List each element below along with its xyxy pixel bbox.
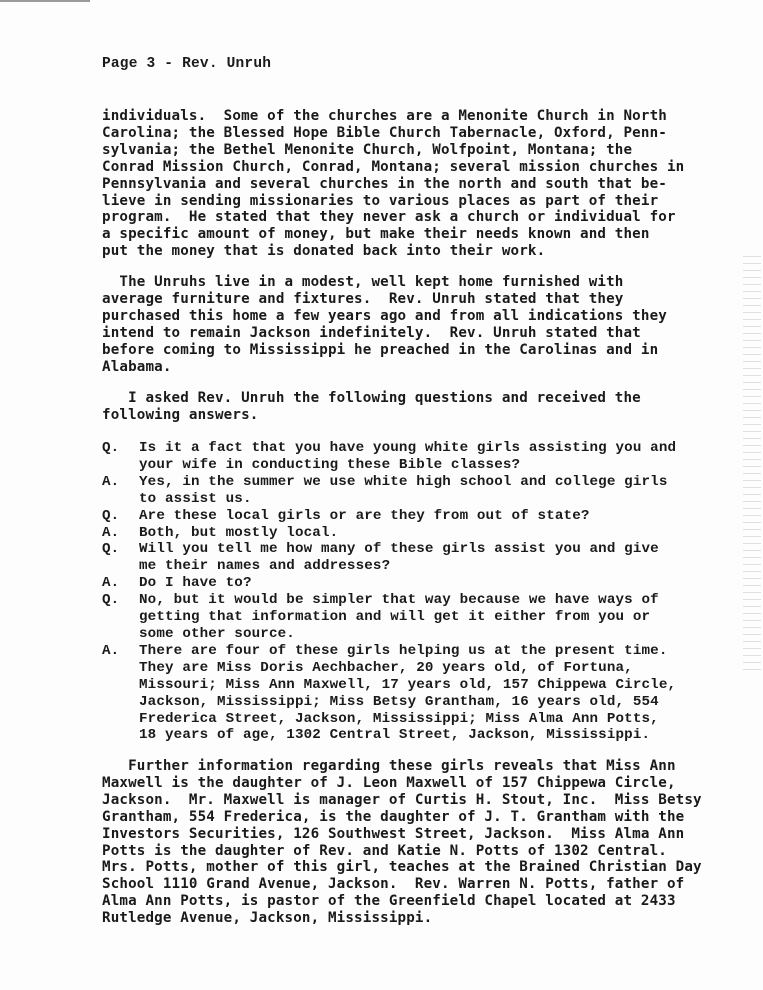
qa-text: Will you tell me how many of these girls assist you and give (139, 541, 659, 558)
qa-text: Yes, in the summer we use white high school and college girls (139, 473, 668, 490)
qa-line (102, 525, 676, 542)
qa-line (102, 457, 676, 474)
qa-line (102, 677, 676, 694)
qa-text: Both, but mostly local. (139, 524, 339, 541)
text-line: purchased this home a few years ago and from all indications they (102, 307, 667, 324)
qa-text: They are Miss Doris Aechbacher, 20 years old, of Fortuna, (139, 659, 633, 676)
text-line: Rutledge Avenue, Jackson, Mississippi. (102, 910, 433, 927)
text-line: following answers. (102, 406, 259, 423)
paragraph-home (102, 274, 667, 375)
qa-text: 18 years of age, 1302 Central Street, Jackson, Mississippi. (139, 727, 651, 744)
qa-line (102, 660, 676, 677)
text-line: put the money that is donated back into their work. (102, 243, 546, 260)
qa-text: Is it a fact that you have young white girls assisting you and (139, 440, 677, 456)
qa-line (102, 474, 676, 491)
text-line: The Unruhs live in a modest, well kept home furnished with (102, 274, 624, 290)
text-line: average furniture and fixtures. Rev. Unruh stated that they (102, 290, 624, 307)
text-line: a specific amount of money, but make their needs known and then (102, 226, 650, 243)
qa-line (102, 626, 676, 643)
text-line: Mrs. Potts, mother of this girl, teaches at the Brained Christian Day (102, 859, 702, 876)
qa-line (102, 558, 676, 575)
qa-text: to assist us. (139, 490, 252, 507)
paragraph-churches (102, 108, 684, 260)
question-marker: Q. (102, 507, 120, 524)
question-answer-list (102, 440, 676, 744)
answer-marker: A. (102, 642, 120, 659)
qa-text: No, but it would be simpler that way because we have ways of (139, 592, 659, 609)
text-line: Alabama. (102, 358, 172, 375)
text-line: Alma Ann Potts, is pastor of the Greenfield Chapel located at 2433 (102, 893, 676, 910)
qa-line (102, 508, 676, 525)
text-line: individuals. Some of the churches are a Menonite Church in North (102, 108, 667, 124)
text-line: I asked Rev. Unruh the following questions and received the (102, 390, 641, 406)
scan-noise-strip (743, 250, 761, 670)
text-line: Further information regarding these girls reveals that Miss Ann (102, 758, 676, 774)
qa-text: Missouri; Miss Ann Maxwell, 17 years old, 157 Chippewa Circle, (139, 676, 677, 693)
text-line: Carolina; the Blessed Hope Bible Church Tabernacle, Oxford, Penn- (102, 124, 667, 141)
answer-marker: A. (102, 524, 120, 541)
qa-text: getting that information and will get it either from you or (139, 609, 651, 626)
text-line: School 1110 Grand Avenue, Jackson. Rev. Warren N. Potts, father of (102, 876, 685, 893)
qa-text: your wife in conducting these Bible classes? (139, 456, 521, 473)
qa-text: There are four of these girls helping us at the present time. (139, 642, 668, 659)
qa-line (102, 643, 676, 660)
qa-line (102, 592, 676, 609)
qa-line (102, 609, 676, 626)
text-line: lieve in sending missionaries to various places as part of their (102, 192, 659, 209)
text-line: Maxwell is the daughter of J. Leon Maxwell of 157 Chippewa Circle, (102, 774, 676, 791)
question-marker: Q. (102, 592, 120, 609)
text-line: before coming to Mississippi he preached in the Carolinas and in (102, 341, 659, 358)
qa-text: Are these local girls or are they from out of state? (139, 507, 590, 524)
qa-line (102, 575, 676, 592)
text-line: Pennsylvania and several churches in the north and south that be- (102, 175, 667, 192)
text-line: Investors Securities, 126 Southwest Street, Jackson. Miss Alma Ann (102, 825, 685, 842)
qa-line (102, 541, 676, 558)
text-line: intend to remain Jackson indefinitely. Rev. Unruh stated that (102, 324, 641, 341)
paragraph-further-information (102, 758, 702, 927)
answer-marker: A. (102, 575, 120, 592)
question-marker: Q. (102, 440, 120, 456)
qa-line (102, 711, 676, 728)
qa-text: Jackson, Mississippi; Miss Betsy Grantham, 16 years old, 554 (139, 693, 659, 710)
qa-text: some other source. (139, 625, 295, 642)
question-marker: Q. (102, 541, 120, 558)
qa-line (102, 694, 676, 711)
page-header: Page 3 - Rev. Unruh (102, 56, 272, 72)
text-line: program. He stated that they never ask a church or individual for (102, 209, 676, 226)
qa-line (102, 440, 676, 457)
qa-line (102, 727, 676, 744)
answer-marker: A. (102, 473, 120, 490)
qa-text: Do I have to? (139, 575, 252, 592)
text-line: Potts is the daughter of Rev. and Katie N. Potts of 1302 Central. (102, 842, 667, 859)
paragraph-questions-intro (102, 390, 641, 424)
text-line: Jackson. Mr. Maxwell is manager of Curtis H. Stout, Inc. Miss Betsy (102, 791, 702, 808)
text-line: sylvania; the Bethel Menonite Church, Wolfpoint, Montana; the (102, 141, 633, 158)
qa-text: Frederica Street, Jackson, Mississippi; Miss Alma Ann Potts, (139, 710, 659, 727)
text-line: Grantham, 554 Frederica, is the daughter of J. T. Grantham with the (102, 808, 685, 825)
scan-edge-mark (0, 0, 90, 2)
qa-text: me their names and addresses? (139, 558, 391, 575)
text-line: Conrad Mission Church, Conrad, Montana; several mission churches in (102, 158, 685, 175)
qa-line (102, 491, 676, 508)
